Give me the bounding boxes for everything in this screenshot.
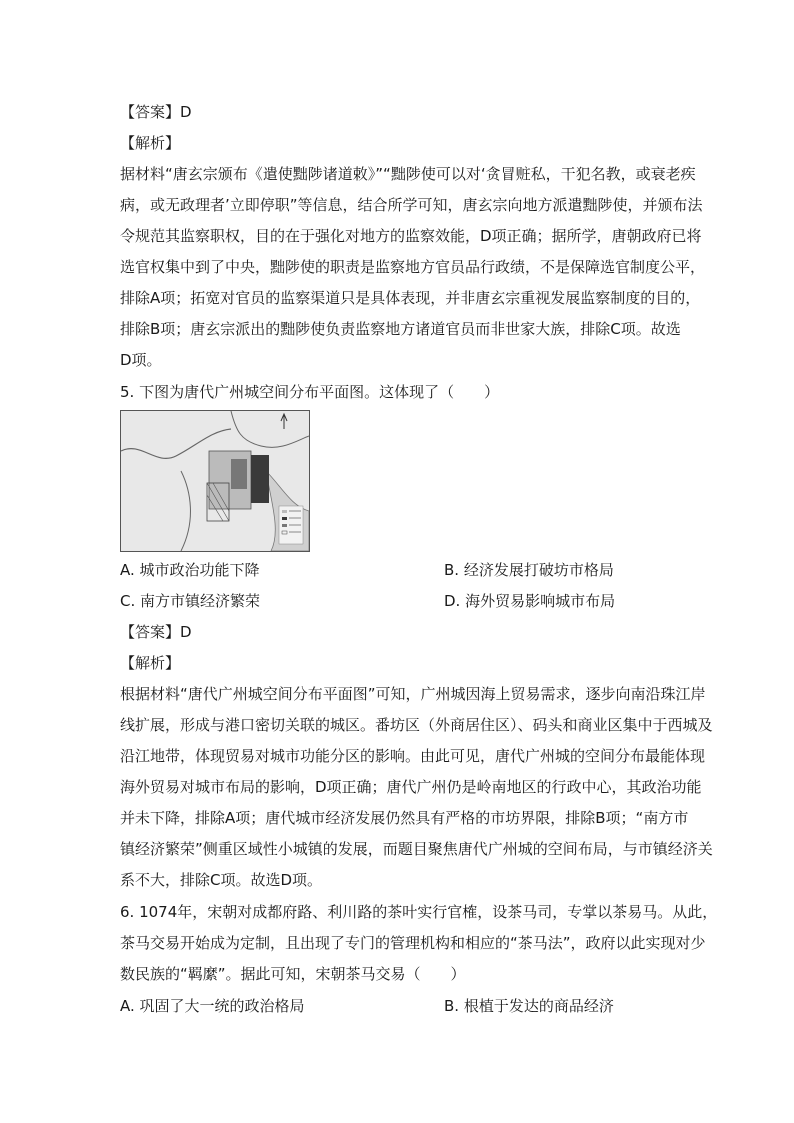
analysis-text-line: 线扩展，形成与港口密切关联的城区。番坊区（外商居住区）、码头和商业区集中于西城及 — [120, 716, 713, 734]
analysis-text-line: 排除A项；拓宽对官员的监察渠道只是具体表现，并非唐玄宗重视发展监察制度的目的， — [120, 289, 701, 307]
analysis-text-line: 病，或无政理者’立即停职”等信息，结合所学可知，唐玄宗向地方派遣黜陟使，并颁布法 — [120, 196, 703, 214]
option-d[interactable]: D. 海外贸易影响城市布局 — [444, 592, 616, 610]
analysis-label-q4: 【解析】 — [120, 134, 181, 152]
analysis-text-line: 排除B项；唐玄宗派出的黜陟使负责监察地方诸道官员而非世家大族，排除C项。故选 — [120, 320, 681, 338]
answer-label-q5: 【答案】D — [120, 623, 192, 641]
analysis-text-line: 沿江地带，体现贸易对城市功能分区的影响。由此可见，唐代广州城的空间分布最能体现 — [120, 747, 706, 765]
analysis-text-line: 海外贸易对城市布局的影响，D项正确；唐代广州仍是岭南地区的行政中心，其政治功能 — [120, 778, 702, 796]
option-c[interactable]: C. 南方市镇经济繁荣 — [120, 592, 261, 610]
option-a[interactable]: A. 巩固了大一统的政治格局 — [120, 997, 305, 1015]
analysis-text-line: 据材料“唐玄宗颁布《遣使黜陟诸道敕》”“黜陟使可以对‘贪冒赃私，干犯名教，或衰老疾 — [120, 165, 696, 183]
option-a[interactable]: A. 城市政治功能下降 — [120, 561, 260, 579]
question-6-stem-line: 茶马交易开始成为定制，且出现了专门的管理机构和相应的“茶马法”，政府以此实现对少 — [120, 934, 706, 952]
question-6-stem-line: 数民族的“羁縻”。据此可知，宋朝茶马交易（ ） — [120, 965, 466, 983]
analysis-text-line: 根据材料“唐代广州城空间分布平面图”可知，广州城因海上贸易需求，逐步向南沿珠江岸 — [120, 685, 706, 703]
analysis-text-line: 选官权集中到了中央，黜陟使的职责是监察地方官员品行政绩，不是保障选官制度公平， — [120, 258, 706, 276]
analysis-text-line: D项。 — [120, 351, 162, 369]
option-b[interactable]: B. 根植于发达的商品经济 — [444, 997, 614, 1015]
answer-label-q4: 【答案】D — [120, 103, 192, 121]
analysis-text-line: 镇经济繁荣”侧重区域性小城镇的发展，而题目聚焦唐代广州城的空间布局，与市镇经济关 — [120, 840, 713, 858]
question-6-stem-line: 6. 1074年，宋朝对成都府路、利川路的茶叶实行官榷，设茶马司，专掌以茶易马。从此， — [120, 903, 718, 921]
question-5-stem: 5. 下图为唐代广州城空间分布平面图。这体现了（ ） — [120, 383, 500, 401]
analysis-text-line: 令规范其监察职权，目的在于强化对地方的监察效能，D项正确；据所学，唐朝政府已将 — [120, 227, 702, 245]
analysis-text-line: 系不大，排除C项。故选D项。 — [120, 871, 323, 889]
option-b[interactable]: B. 经济发展打破坊市格局 — [444, 561, 614, 579]
guangzhou-city-map — [120, 410, 310, 552]
analysis-text-line: 并未下降，排除A项；唐代城市经济发展仍然具有严格的市坊界限，排除B项；“南方市 — [120, 809, 689, 827]
analysis-label-q5: 【解析】 — [120, 654, 181, 672]
